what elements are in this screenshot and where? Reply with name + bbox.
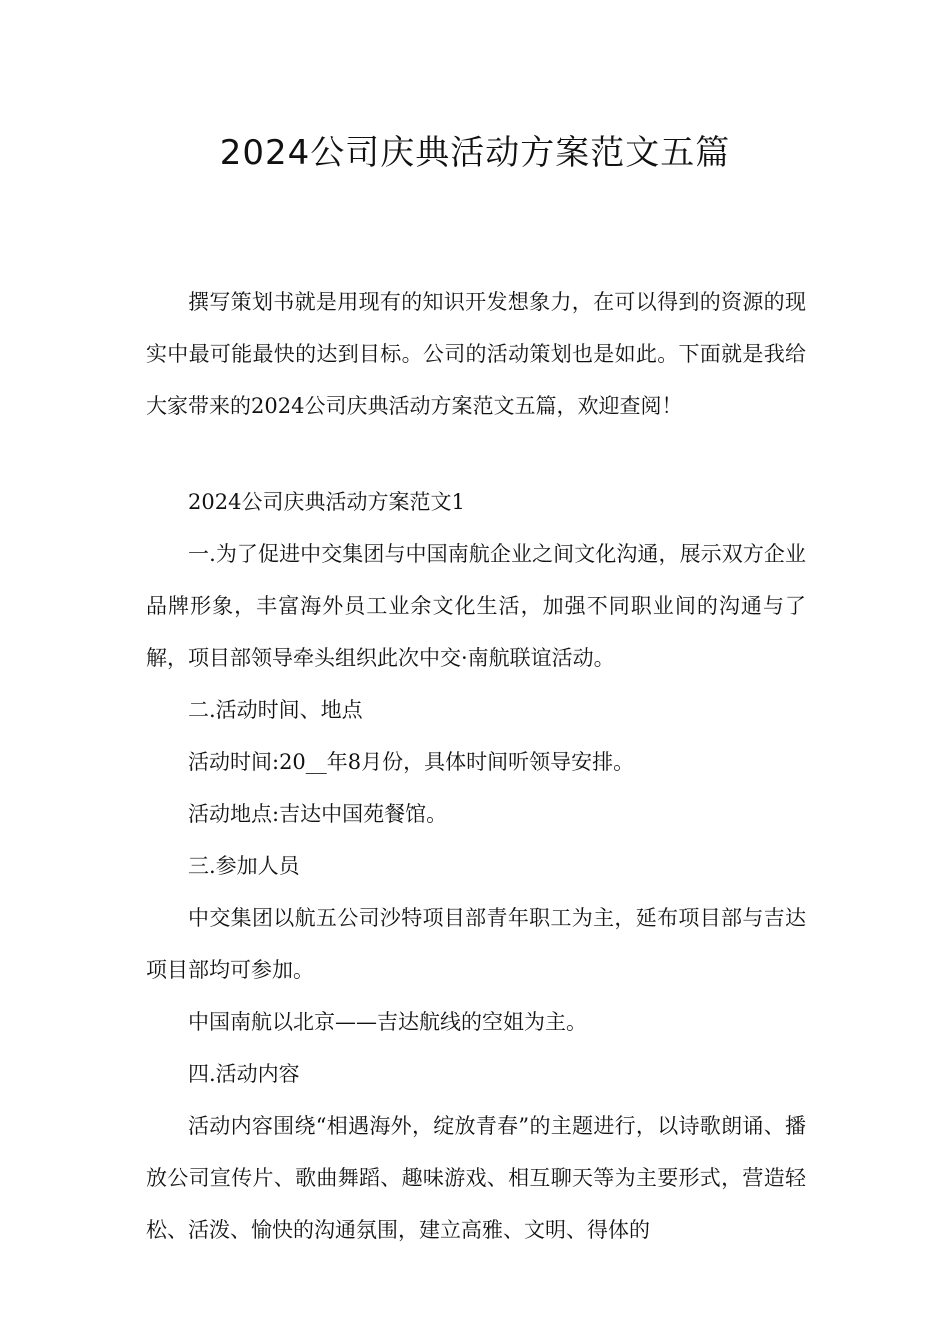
section-heading: 二.活动时间、地点 <box>188 698 363 722</box>
body-paragraph: 活动时间:20__年8月份，具体时间听领导安排。 <box>188 750 635 774</box>
content-section <box>146 476 806 1256</box>
intro-paragraph: 撰写策划书就是用现有的知识开发想象力，在可以得到的资源的现实中最可能最快的达到目标。公司的活动策划也是如此。下面就是我给大家带来的2024公司庆典活动方案范文五篇，欢迎查阅！ <box>146 290 806 418</box>
body-paragraph: 活动内容围绕“相遇海外，绽放青春”的主题进行，以诗歌朗诵、播放公司宣传片、歌曲舞蹈、趣味游戏、相互聊天等为主要形式，营造轻松、活泼、愉快的沟通氛围，建立高雅、文明、得体的 <box>146 1114 806 1242</box>
body-paragraph: 活动地点:吉达中国苑餐馆。 <box>188 802 448 826</box>
body-paragraph: 中国南航以北京——吉达航线的空姐为主。 <box>188 1010 587 1034</box>
body-paragraph: 中交集团以航五公司沙特项目部青年职工为主，延布项目部与吉达项目部均可参加。 <box>146 906 806 982</box>
section-heading: 2024公司庆典活动方案范文1 <box>188 490 465 514</box>
document-title: 2024公司庆典活动方案范文五篇 <box>219 133 731 173</box>
body-paragraph: 一.为了促进中交集团与中国南航企业之间文化沟通，展示双方企业品牌形象，丰富海外员工业余文化生活，加强不同职业间的沟通与了解，项目部领导牵头组织此次中交·南航联谊活动。 <box>146 542 806 670</box>
section-heading: 三.参加人员 <box>188 854 300 878</box>
section-heading: 四.活动内容 <box>188 1062 300 1086</box>
intro-section <box>146 276 806 432</box>
